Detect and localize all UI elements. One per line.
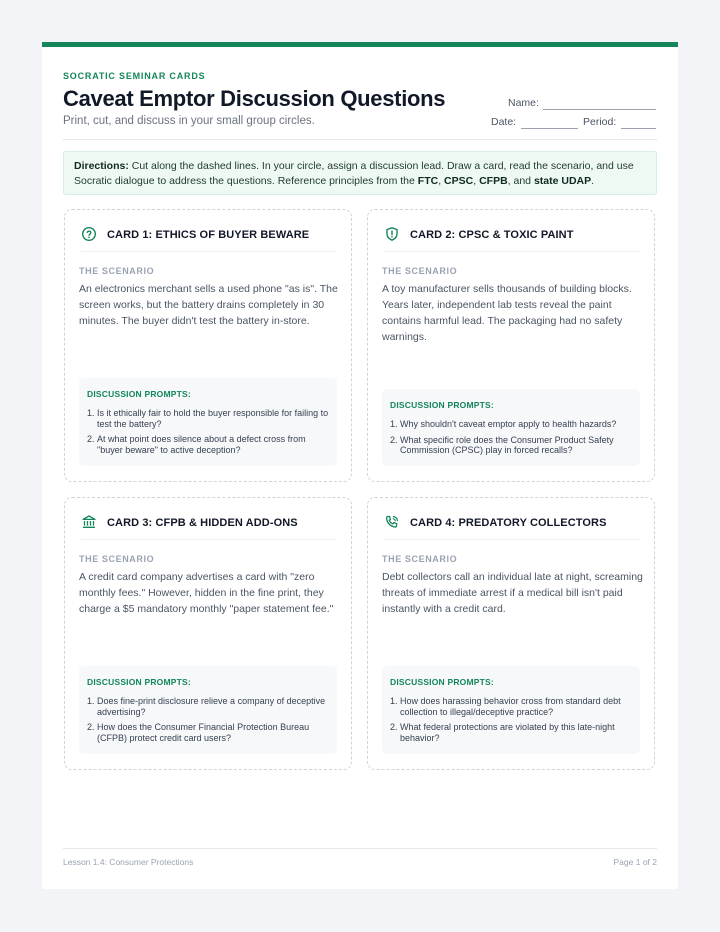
prompt-item: 2. How does the Consumer Financial Protection Bureau (CFPB) protect credit card users? [87,722,310,743]
scenario-label: THE SCENARIO [79,554,155,564]
shield-alert-icon [384,226,400,242]
discussion-prompts [382,389,640,466]
prompt-item: 1. How does harassing behavior cross from standard debt collection to illegal/deceptive practice? [390,696,621,717]
discussion-prompts [79,666,337,754]
card-header [81,226,337,252]
lesson-label: Lesson 1.4: Consumer Protections [63,857,194,867]
card-title: CARD 3: CFPB & HIDDEN ADD-ONS [107,517,298,529]
card-title: CARD 1: ETHICS OF BUYER BEWARE [107,229,310,241]
page-subtitle: Print, cut, and discuss in your small group circles. [63,115,315,127]
discussion-card-4 [367,497,655,770]
name-label: Name: [508,97,539,109]
discussion-prompts [382,666,640,754]
discussion-card-3 [64,497,352,770]
scenario-label: THE SCENARIO [79,266,155,276]
date-label: Date: [491,116,517,128]
card-title: CARD 2: CPSC & TOXIC PAINT [410,229,574,241]
prompts-label: DISCUSSION PROMPTS: [87,677,191,687]
card-header [81,514,337,540]
worksheet-page [42,42,678,889]
date-field[interactable] [521,128,578,129]
phone-call-icon [384,514,400,530]
discussion-card-2 [367,209,655,482]
prompts-label: DISCUSSION PROMPTS: [87,389,191,399]
page-title: Caveat Emptor Discussion Questions [63,86,446,111]
prompts-label: DISCUSSION PROMPTS: [390,400,494,410]
scenario-text: A toy manufacturer sells thousands of building blocks. Years later, independent lab tests reveal the paint contains harmful lead. The packaging had no safety warnings. [382,283,632,343]
scenario-text: An electronics merchant sells a used phone "as is". The screen works, but the battery drains completely in 30 minutes. The buyer didn't test the battery in-store. [79,283,338,327]
prompt-item: 1. Does fine-print disclosure relieve a company of deceptive advertising? [87,696,326,717]
discussion-prompts [79,378,337,466]
card-header [384,514,640,540]
scenario-text: Debt collectors call an individual late at night, screaming threats of immediate arrest if a medical bill isn't paid instantly with a credit card. [382,571,643,615]
name-field[interactable] [543,109,656,110]
discussion-card-1 [64,209,352,482]
question-circle-icon [81,226,97,242]
scenario-label: THE SCENARIO [382,554,458,564]
eyebrow-label: SOCRATIC SEMINAR CARDS [63,71,206,81]
scenario-label: THE SCENARIO [382,266,458,276]
prompt-item: 1. Is it ethically fair to hold the buyer responsible for failing to test the battery? [87,408,329,429]
prompt-item: 2. What federal protections are violated by this late-night behavior? [390,722,615,743]
directions-box: Directions: Cut along the dashed lines. In your circle, assign a discussion lead. Draw a card, read the scenario, and use Socratic dialogue to address the questions. Reference principles from the FTC, CPSC, CFPB, and state UDAP. [63,151,657,195]
bank-icon [81,514,97,530]
footer-divider [63,848,657,849]
card-title: CARD 4: PREDATORY COLLECTORS [410,517,607,529]
scenario-text: A credit card company advertises a card with "zero monthly fees." However, hidden in the fine print, they charge a $5 mandatory monthly "paper statement fee." [79,571,334,615]
page-number: Page 1 of 2 [613,857,657,867]
prompt-item: 2. At what point does silence about a defect cross from "buyer beware" to active deception? [87,434,306,455]
prompt-item: 1. Why shouldn't caveat emptor apply to health hazards? [390,419,617,429]
accent-bar [42,42,678,47]
directions-lead: Directions: [74,160,129,172]
period-label: Period: [583,116,617,128]
prompts-label: DISCUSSION PROMPTS: [390,677,494,687]
card-header [384,226,640,252]
prompt-item: 2. What specific role does the Consumer Product Safety Commission (CPSC) play in forced recalls? [390,434,614,455]
header-divider [63,139,657,140]
period-field[interactable] [621,128,656,129]
